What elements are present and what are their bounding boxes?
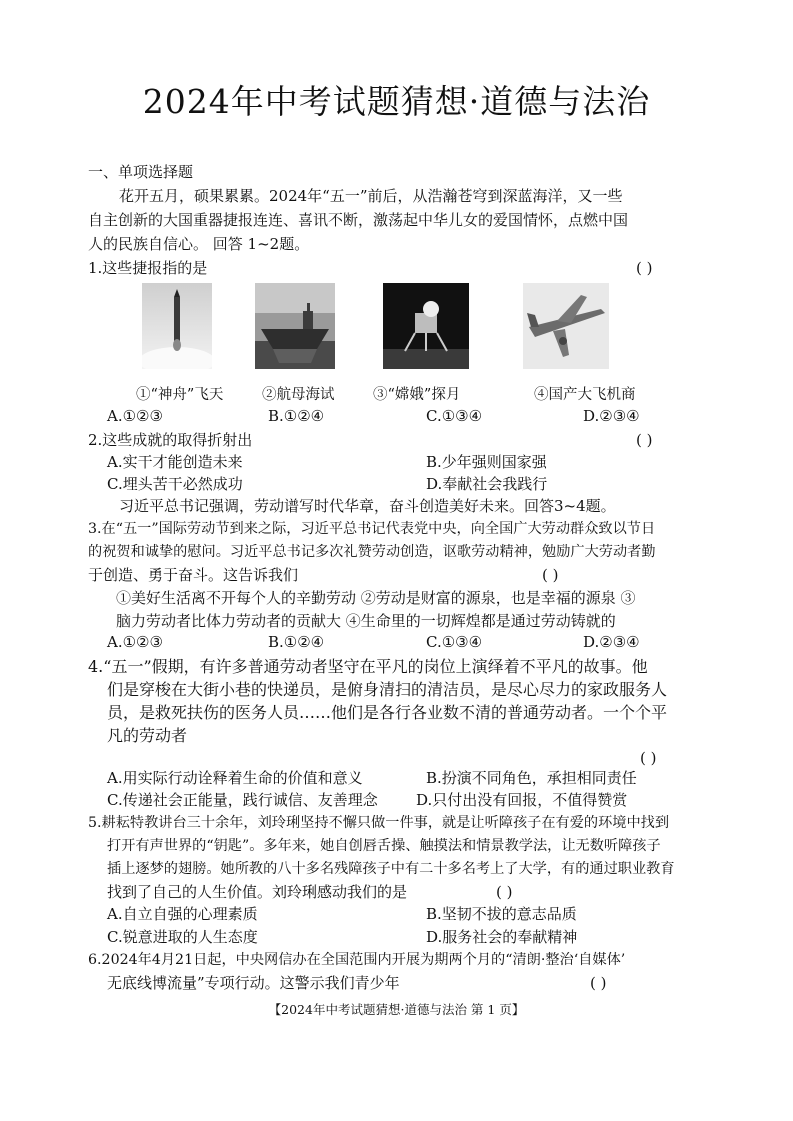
question-1-stem: 1.这些捷报指的是 (88, 259, 208, 277)
statement-line: ①美好生活离不开每个人的辛勤劳动 ②劳动是财富的源泉，也是幸福的源泉 ③ (116, 589, 636, 607)
aircraft-carrier-image (255, 283, 335, 369)
question-6-stem: 无底线博流量”专项行动。这警示我们青少年 (107, 974, 400, 992)
intro-line: 花开五月，硕果累累。2024年“五一”前后，从浩瀚苍穹到深蓝海洋，又一些 (119, 187, 623, 205)
option-c: C.埋头苦干必然成功 (107, 475, 243, 493)
question-3-stem: 于创造、勇于奋斗。这告诉我们 (88, 566, 299, 584)
option-d: D.②③④ (583, 407, 640, 425)
option-d: D.②③④ (583, 633, 640, 651)
answer-paren: ( ) (640, 749, 657, 767)
question-2-stem: 2.这些成就的取得折射出 (88, 431, 253, 449)
image-caption: ①“神舟”飞天 (136, 387, 224, 403)
image-caption: ③“嫦娥”探月 (373, 387, 461, 403)
page-footer: 【2024年中考试题猜想·道德与法治 第 1 页】 (268, 1002, 525, 1017)
question-3-stem: 的祝贺和诚挚的慰问。习近平总书记多次礼赞劳动创造，讴歌劳动精神，勉励广大劳动者勤 (88, 544, 656, 560)
option-d: D.奉献社会我践行 (426, 475, 548, 493)
option-b: B.少年强则国家强 (426, 453, 547, 471)
option-b: B.扮演不同角色，承担相同责任 (426, 769, 637, 787)
option-a: A.①②③ (107, 633, 163, 651)
answer-paren: ( ) (636, 431, 653, 449)
statement-line: 脑力劳动者比体力劳动者的贡献大 ④生命里的一切辉煌都是通过劳动铸就的 (116, 612, 616, 630)
option-c: C.传递社会正能量，践行诚信、友善理念 (107, 791, 378, 809)
question-5-stem: 找到了自己的人生价值。刘玲琍感动我们的是 (107, 883, 408, 901)
answer-paren: ( ) (636, 259, 653, 277)
answer-paren: ( ) (496, 883, 513, 901)
section-heading: 一、单项选择题 (88, 163, 194, 181)
question-4-stem: 们是穿梭在大街小巷的快递员，是俯身清扫的清洁员，是尽心尽力的家政服务人 (107, 680, 668, 699)
option-b: B.①②④ (268, 633, 325, 651)
image-caption: ④国产大飞机商 (534, 387, 636, 403)
question-5-stem: 打开有声世界的“钥匙”。多年来，她自创唇舌操、触摸法和情景教学法，让无数听障孩子 (107, 838, 661, 854)
option-d: D.只付出没有回报，不值得赞赏 (416, 791, 628, 809)
option-a: A.自立自强的心理素质 (107, 905, 258, 923)
option-b: B.坚韧不拔的意志品质 (426, 905, 577, 923)
option-c: C.锐意进取的人生态度 (107, 928, 258, 946)
question-5-stem: 5.耕耘特教讲台三十余年，刘玲琍坚持不懈只做一件事，就是让听障孩子在有爱的环境中找到 (88, 815, 670, 831)
option-c: C.①③④ (426, 633, 483, 651)
image-caption: ②航母海试 (262, 387, 335, 403)
intro-line: 自主创新的大国重器捷报连连、喜讯不断，激荡起中华儿女的爱国情怀，点燃中国 (88, 211, 629, 229)
question-3-stem: 3.在“五一”国际劳动节到来之际，习近平总书记代表党中央，向全国广大劳动群众致以节日 (88, 521, 656, 537)
option-d: D.服务社会的奉献精神 (426, 928, 578, 946)
lunar-lander-image (383, 283, 469, 369)
answer-paren: ( ) (590, 974, 607, 992)
question-6-stem: 6.2024年4月21日起，中央网信办在全国范围内开展为期两个月的“清朗·整治‘自媒体’ (88, 952, 626, 968)
question-4-stem: 凡的劳动者 (107, 726, 188, 745)
page-title: 2024年中考试题猜想·道德与法治 (142, 82, 651, 121)
rocket-launch-image (142, 283, 212, 369)
intro-line: 习近平总书记强调，劳动谱写时代华章，奋斗创造美好未来。回答3~4题。 (119, 497, 616, 515)
option-b: B.①②④ (268, 407, 325, 425)
question-4-stem: 4.“五一”假期，有许多普通劳动者坚守在平凡的岗位上演绎着不平凡的故事。他 (88, 657, 648, 676)
option-a: A.用实际行动诠释着生命的价值和意义 (107, 769, 363, 787)
option-a: A.①②③ (107, 407, 163, 425)
answer-paren: ( ) (542, 566, 559, 584)
question-4-stem: 员，是救死扶伤的医务人员……他们是各行各业数不清的普通劳动者。一个个平 (107, 703, 668, 722)
intro-line: 人的民族自信心。 回答 1~2题。 (88, 235, 310, 253)
airliner-image (523, 283, 609, 369)
option-c: C.①③④ (426, 407, 483, 425)
question-5-stem: 插上逐梦的翅膀。她所教的八十多名残障孩子中有二十多名考上了大学，有的通过职业教育 (107, 861, 675, 877)
option-a: A.实干才能创造未来 (107, 453, 243, 471)
